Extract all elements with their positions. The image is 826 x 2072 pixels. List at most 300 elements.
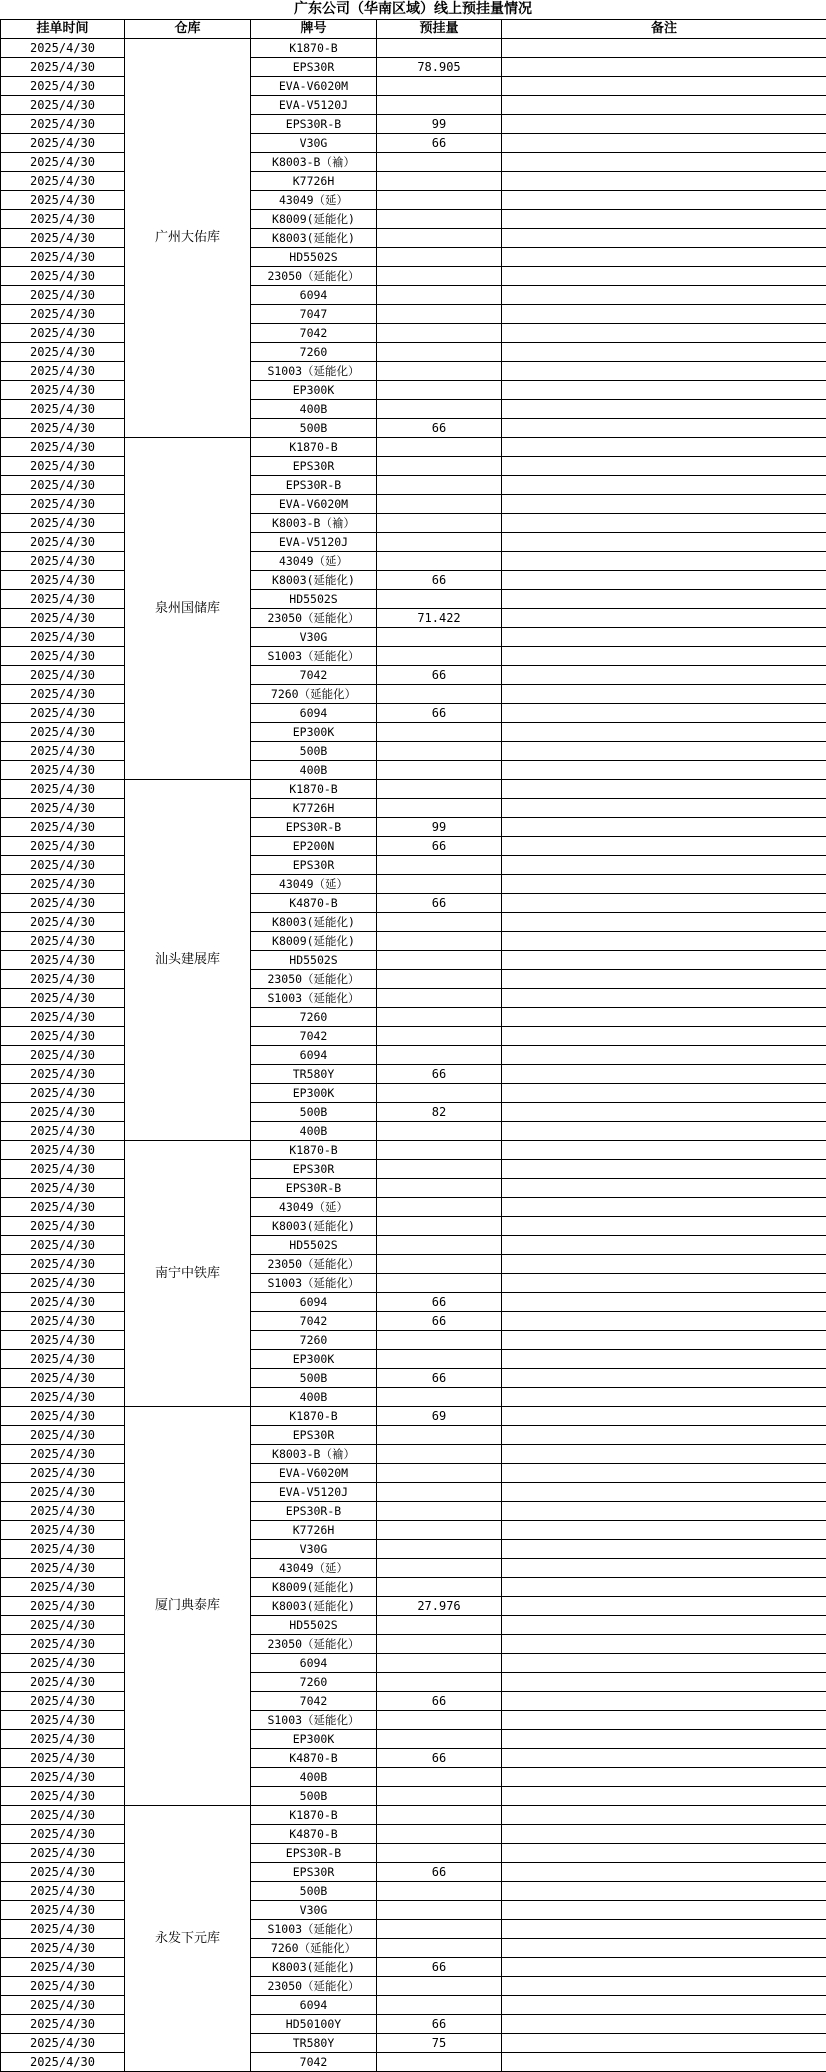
brand-cell[interactable]: 7042 xyxy=(251,1027,377,1046)
date-cell[interactable]: 2025/4/30 xyxy=(1,1198,125,1217)
quantity-cell[interactable]: 78.905 xyxy=(377,58,502,77)
brand-cell[interactable]: K7726H xyxy=(251,799,377,818)
brand-cell[interactable]: EPS30R-B xyxy=(251,1179,377,1198)
remark-cell[interactable] xyxy=(502,1844,826,1863)
remark-cell[interactable] xyxy=(502,514,826,533)
remark-cell[interactable] xyxy=(502,590,826,609)
quantity-cell[interactable]: 66 xyxy=(377,134,502,153)
date-cell[interactable]: 2025/4/30 xyxy=(1,1388,125,1407)
quantity-cell[interactable] xyxy=(377,1008,502,1027)
remark-cell[interactable] xyxy=(502,970,826,989)
remark-cell[interactable] xyxy=(502,1996,826,2015)
quantity-cell[interactable] xyxy=(377,1711,502,1730)
quantity-cell[interactable] xyxy=(377,39,502,58)
remark-cell[interactable] xyxy=(502,1008,826,1027)
brand-cell[interactable]: EPS30R xyxy=(251,1160,377,1179)
brand-cell[interactable]: 43049（延） xyxy=(251,552,377,571)
remark-cell[interactable] xyxy=(502,1616,826,1635)
remark-cell[interactable] xyxy=(502,1065,826,1084)
quantity-cell[interactable]: 66 xyxy=(377,894,502,913)
brand-cell[interactable]: K8003(延能化) xyxy=(251,571,377,590)
brand-cell[interactable]: EP300K xyxy=(251,1084,377,1103)
remark-cell[interactable] xyxy=(502,818,826,837)
remark-cell[interactable] xyxy=(502,2015,826,2034)
date-cell[interactable]: 2025/4/30 xyxy=(1,1616,125,1635)
brand-cell[interactable]: EVA-V6020M xyxy=(251,1464,377,1483)
brand-cell[interactable]: V30G xyxy=(251,1901,377,1920)
date-cell[interactable]: 2025/4/30 xyxy=(1,1217,125,1236)
date-cell[interactable]: 2025/4/30 xyxy=(1,2034,125,2053)
quantity-cell[interactable]: 27.976 xyxy=(377,1597,502,1616)
brand-cell[interactable]: 23050（延能化） xyxy=(251,1255,377,1274)
remark-cell[interactable] xyxy=(502,685,826,704)
brand-cell[interactable]: K1870-B xyxy=(251,780,377,799)
remark-cell[interactable] xyxy=(502,476,826,495)
date-cell[interactable]: 2025/4/30 xyxy=(1,989,125,1008)
date-cell[interactable]: 2025/4/30 xyxy=(1,1179,125,1198)
remark-cell[interactable] xyxy=(502,1445,826,1464)
quantity-cell[interactable]: 66 xyxy=(377,666,502,685)
quantity-cell[interactable] xyxy=(377,1635,502,1654)
brand-cell[interactable]: 23050（延能化） xyxy=(251,1635,377,1654)
remark-cell[interactable] xyxy=(502,1464,826,1483)
remark-cell[interactable] xyxy=(502,647,826,666)
date-cell[interactable]: 2025/4/30 xyxy=(1,628,125,647)
quantity-cell[interactable] xyxy=(377,1388,502,1407)
warehouse-cell[interactable]: 广州大佑库 xyxy=(125,39,251,438)
remark-cell[interactable] xyxy=(502,1654,826,1673)
remark-cell[interactable] xyxy=(502,609,826,628)
remark-cell[interactable] xyxy=(502,761,826,780)
brand-cell[interactable]: K1870-B xyxy=(251,1407,377,1426)
brand-cell[interactable]: K8009(延能化) xyxy=(251,1578,377,1597)
brand-cell[interactable]: K8003(延能化) xyxy=(251,1217,377,1236)
date-cell[interactable]: 2025/4/30 xyxy=(1,286,125,305)
date-cell[interactable]: 2025/4/30 xyxy=(1,913,125,932)
quantity-cell[interactable] xyxy=(377,1844,502,1863)
brand-cell[interactable]: EP300K xyxy=(251,381,377,400)
remark-cell[interactable] xyxy=(502,362,826,381)
quantity-cell[interactable] xyxy=(377,77,502,96)
date-cell[interactable]: 2025/4/30 xyxy=(1,1825,125,1844)
date-cell[interactable]: 2025/4/30 xyxy=(1,77,125,96)
quantity-cell[interactable] xyxy=(377,457,502,476)
remark-cell[interactable] xyxy=(502,1673,826,1692)
quantity-cell[interactable]: 66 xyxy=(377,704,502,723)
quantity-cell[interactable] xyxy=(377,875,502,894)
quantity-cell[interactable] xyxy=(377,381,502,400)
date-cell[interactable]: 2025/4/30 xyxy=(1,970,125,989)
remark-cell[interactable] xyxy=(502,267,826,286)
brand-cell[interactable]: 6094 xyxy=(251,1046,377,1065)
date-cell[interactable]: 2025/4/30 xyxy=(1,951,125,970)
brand-cell[interactable]: HD50100Y xyxy=(251,2015,377,2034)
quantity-cell[interactable]: 71.422 xyxy=(377,609,502,628)
remark-cell[interactable] xyxy=(502,1502,826,1521)
quantity-cell[interactable] xyxy=(377,1882,502,1901)
date-cell[interactable]: 2025/4/30 xyxy=(1,1882,125,1901)
remark-cell[interactable] xyxy=(502,799,826,818)
quantity-cell[interactable]: 66 xyxy=(377,1312,502,1331)
brand-cell[interactable]: 400B xyxy=(251,1388,377,1407)
brand-cell[interactable]: HD5502S xyxy=(251,248,377,267)
brand-cell[interactable]: 23050（延能化） xyxy=(251,609,377,628)
header-brand[interactable]: 牌号 xyxy=(251,20,377,39)
quantity-cell[interactable] xyxy=(377,1787,502,1806)
brand-cell[interactable]: S1003（延能化） xyxy=(251,362,377,381)
brand-cell[interactable]: 7042 xyxy=(251,324,377,343)
remark-cell[interactable] xyxy=(502,1350,826,1369)
date-cell[interactable]: 2025/4/30 xyxy=(1,1103,125,1122)
quantity-cell[interactable] xyxy=(377,1122,502,1141)
remark-cell[interactable] xyxy=(502,1369,826,1388)
date-cell[interactable]: 2025/4/30 xyxy=(1,1844,125,1863)
quantity-cell[interactable]: 99 xyxy=(377,818,502,837)
date-cell[interactable]: 2025/4/30 xyxy=(1,457,125,476)
remark-cell[interactable] xyxy=(502,837,826,856)
brand-cell[interactable]: 500B xyxy=(251,1369,377,1388)
date-cell[interactable]: 2025/4/30 xyxy=(1,1673,125,1692)
date-cell[interactable]: 2025/4/30 xyxy=(1,1426,125,1445)
brand-cell[interactable]: K8003(延能化) xyxy=(251,1597,377,1616)
remark-cell[interactable] xyxy=(502,2034,826,2053)
date-cell[interactable]: 2025/4/30 xyxy=(1,1578,125,1597)
remark-cell[interactable] xyxy=(502,1160,826,1179)
date-cell[interactable]: 2025/4/30 xyxy=(1,1635,125,1654)
brand-cell[interactable]: EPS30R xyxy=(251,58,377,77)
date-cell[interactable]: 2025/4/30 xyxy=(1,115,125,134)
date-cell[interactable]: 2025/4/30 xyxy=(1,609,125,628)
date-cell[interactable]: 2025/4/30 xyxy=(1,1939,125,1958)
quantity-cell[interactable] xyxy=(377,1426,502,1445)
quantity-cell[interactable] xyxy=(377,1236,502,1255)
brand-cell[interactable]: EPS30R-B xyxy=(251,476,377,495)
remark-cell[interactable] xyxy=(502,989,826,1008)
quantity-cell[interactable] xyxy=(377,989,502,1008)
quantity-cell[interactable] xyxy=(377,1464,502,1483)
quantity-cell[interactable] xyxy=(377,1578,502,1597)
quantity-cell[interactable]: 66 xyxy=(377,1692,502,1711)
quantity-cell[interactable]: 66 xyxy=(377,2015,502,2034)
remark-cell[interactable] xyxy=(502,1863,826,1882)
remark-cell[interactable] xyxy=(502,571,826,590)
brand-cell[interactable]: TR580Y xyxy=(251,1065,377,1084)
brand-cell[interactable]: EVA-V5120J xyxy=(251,96,377,115)
date-cell[interactable]: 2025/4/30 xyxy=(1,1445,125,1464)
date-cell[interactable]: 2025/4/30 xyxy=(1,1141,125,1160)
quantity-cell[interactable]: 99 xyxy=(377,115,502,134)
quantity-cell[interactable] xyxy=(377,1616,502,1635)
quantity-cell[interactable] xyxy=(377,1027,502,1046)
quantity-cell[interactable] xyxy=(377,1825,502,1844)
brand-cell[interactable]: V30G xyxy=(251,134,377,153)
remark-cell[interactable] xyxy=(502,2053,826,2072)
brand-cell[interactable]: S1003（延能化） xyxy=(251,647,377,666)
quantity-cell[interactable] xyxy=(377,685,502,704)
remark-cell[interactable] xyxy=(502,1635,826,1654)
warehouse-cell[interactable]: 永发下元库 xyxy=(125,1806,251,2072)
brand-cell[interactable]: 23050（延能化） xyxy=(251,267,377,286)
remark-cell[interactable] xyxy=(502,913,826,932)
quantity-cell[interactable] xyxy=(377,210,502,229)
brand-cell[interactable]: K8003-B（褕） xyxy=(251,1445,377,1464)
date-cell[interactable]: 2025/4/30 xyxy=(1,153,125,172)
quantity-cell[interactable] xyxy=(377,191,502,210)
date-cell[interactable]: 2025/4/30 xyxy=(1,438,125,457)
remark-cell[interactable] xyxy=(502,1540,826,1559)
date-cell[interactable]: 2025/4/30 xyxy=(1,1122,125,1141)
warehouse-cell[interactable]: 厦门典泰库 xyxy=(125,1407,251,1806)
date-cell[interactable]: 2025/4/30 xyxy=(1,229,125,248)
remark-cell[interactable] xyxy=(502,875,826,894)
remark-cell[interactable] xyxy=(502,248,826,267)
date-cell[interactable]: 2025/4/30 xyxy=(1,894,125,913)
remark-cell[interactable] xyxy=(502,533,826,552)
brand-cell[interactable]: 7260 xyxy=(251,343,377,362)
brand-cell[interactable]: 43049（延） xyxy=(251,1559,377,1578)
remark-cell[interactable] xyxy=(502,894,826,913)
remark-cell[interactable] xyxy=(502,1084,826,1103)
brand-cell[interactable]: 23050（延能化） xyxy=(251,970,377,989)
remark-cell[interactable] xyxy=(502,96,826,115)
date-cell[interactable]: 2025/4/30 xyxy=(1,1483,125,1502)
date-cell[interactable]: 2025/4/30 xyxy=(1,1350,125,1369)
brand-cell[interactable]: 7047 xyxy=(251,305,377,324)
quantity-cell[interactable] xyxy=(377,1445,502,1464)
date-cell[interactable]: 2025/4/30 xyxy=(1,134,125,153)
warehouse-cell[interactable]: 汕头建展库 xyxy=(125,780,251,1141)
date-cell[interactable]: 2025/4/30 xyxy=(1,837,125,856)
quantity-cell[interactable] xyxy=(377,1996,502,2015)
date-cell[interactable]: 2025/4/30 xyxy=(1,647,125,666)
date-cell[interactable]: 2025/4/30 xyxy=(1,476,125,495)
quantity-cell[interactable] xyxy=(377,742,502,761)
quantity-cell[interactable] xyxy=(377,1673,502,1692)
remark-cell[interactable] xyxy=(502,1787,826,1806)
quantity-cell[interactable] xyxy=(377,1217,502,1236)
date-cell[interactable]: 2025/4/30 xyxy=(1,1369,125,1388)
header-quantity[interactable]: 预挂量 xyxy=(377,20,502,39)
quantity-cell[interactable]: 66 xyxy=(377,1958,502,1977)
brand-cell[interactable]: 43049（延） xyxy=(251,875,377,894)
date-cell[interactable]: 2025/4/30 xyxy=(1,1521,125,1540)
quantity-cell[interactable] xyxy=(377,267,502,286)
date-cell[interactable]: 2025/4/30 xyxy=(1,1806,125,1825)
quantity-cell[interactable] xyxy=(377,970,502,989)
brand-cell[interactable]: K8003(延能化) xyxy=(251,229,377,248)
quantity-cell[interactable] xyxy=(377,1521,502,1540)
date-cell[interactable]: 2025/4/30 xyxy=(1,1920,125,1939)
date-cell[interactable]: 2025/4/30 xyxy=(1,514,125,533)
quantity-cell[interactable] xyxy=(377,780,502,799)
header-time[interactable]: 挂单时间 xyxy=(1,20,125,39)
remark-cell[interactable] xyxy=(502,1711,826,1730)
remark-cell[interactable] xyxy=(502,1901,826,1920)
date-cell[interactable]: 2025/4/30 xyxy=(1,1749,125,1768)
brand-cell[interactable]: 7260 xyxy=(251,1008,377,1027)
quantity-cell[interactable] xyxy=(377,1920,502,1939)
date-cell[interactable]: 2025/4/30 xyxy=(1,1958,125,1977)
date-cell[interactable]: 2025/4/30 xyxy=(1,1768,125,1787)
brand-cell[interactable]: EP300K xyxy=(251,723,377,742)
brand-cell[interactable]: 400B xyxy=(251,400,377,419)
brand-cell[interactable]: K8003(延能化) xyxy=(251,1958,377,1977)
remark-cell[interactable] xyxy=(502,780,826,799)
date-cell[interactable]: 2025/4/30 xyxy=(1,571,125,590)
remark-cell[interactable] xyxy=(502,343,826,362)
date-cell[interactable]: 2025/4/30 xyxy=(1,932,125,951)
date-cell[interactable]: 2025/4/30 xyxy=(1,761,125,780)
brand-cell[interactable]: V30G xyxy=(251,628,377,647)
date-cell[interactable]: 2025/4/30 xyxy=(1,1787,125,1806)
quantity-cell[interactable] xyxy=(377,476,502,495)
quantity-cell[interactable] xyxy=(377,1350,502,1369)
date-cell[interactable]: 2025/4/30 xyxy=(1,39,125,58)
remark-cell[interactable] xyxy=(502,77,826,96)
brand-cell[interactable]: K4870-B xyxy=(251,1825,377,1844)
remark-cell[interactable] xyxy=(502,115,826,134)
remark-cell[interactable] xyxy=(502,856,826,875)
header-warehouse[interactable]: 仓库 xyxy=(125,20,251,39)
quantity-cell[interactable] xyxy=(377,248,502,267)
date-cell[interactable]: 2025/4/30 xyxy=(1,704,125,723)
remark-cell[interactable] xyxy=(502,1597,826,1616)
brand-cell[interactable]: EPS30R-B xyxy=(251,1844,377,1863)
date-cell[interactable]: 2025/4/30 xyxy=(1,172,125,191)
date-cell[interactable]: 2025/4/30 xyxy=(1,818,125,837)
header-remark[interactable]: 备注 xyxy=(502,20,826,39)
brand-cell[interactable]: EVA-V6020M xyxy=(251,77,377,96)
brand-cell[interactable]: EP300K xyxy=(251,1730,377,1749)
remark-cell[interactable] xyxy=(502,324,826,343)
quantity-cell[interactable] xyxy=(377,1160,502,1179)
date-cell[interactable]: 2025/4/30 xyxy=(1,1255,125,1274)
remark-cell[interactable] xyxy=(502,1825,826,1844)
quantity-cell[interactable]: 66 xyxy=(377,1749,502,1768)
brand-cell[interactable]: K8009(延能化) xyxy=(251,932,377,951)
date-cell[interactable]: 2025/4/30 xyxy=(1,533,125,552)
remark-cell[interactable] xyxy=(502,628,826,647)
remark-cell[interactable] xyxy=(502,419,826,438)
brand-cell[interactable]: 500B xyxy=(251,1882,377,1901)
brand-cell[interactable]: V30G xyxy=(251,1540,377,1559)
quantity-cell[interactable] xyxy=(377,533,502,552)
brand-cell[interactable]: HD5502S xyxy=(251,1616,377,1635)
brand-cell[interactable]: K4870-B xyxy=(251,1749,377,1768)
brand-cell[interactable]: 400B xyxy=(251,761,377,780)
date-cell[interactable]: 2025/4/30 xyxy=(1,2015,125,2034)
quantity-cell[interactable] xyxy=(377,286,502,305)
brand-cell[interactable]: EPS30R xyxy=(251,856,377,875)
date-cell[interactable]: 2025/4/30 xyxy=(1,1008,125,1027)
remark-cell[interactable] xyxy=(502,1407,826,1426)
quantity-cell[interactable]: 66 xyxy=(377,419,502,438)
quantity-cell[interactable] xyxy=(377,514,502,533)
brand-cell[interactable]: 6094 xyxy=(251,1654,377,1673)
brand-cell[interactable]: EVA-V5120J xyxy=(251,1483,377,1502)
remark-cell[interactable] xyxy=(502,552,826,571)
quantity-cell[interactable] xyxy=(377,590,502,609)
brand-cell[interactable]: 500B xyxy=(251,1787,377,1806)
remark-cell[interactable] xyxy=(502,1939,826,1958)
remark-cell[interactable] xyxy=(502,1521,826,1540)
quantity-cell[interactable]: 82 xyxy=(377,1103,502,1122)
brand-cell[interactable]: 23050（延能化） xyxy=(251,1977,377,1996)
remark-cell[interactable] xyxy=(502,1141,826,1160)
quantity-cell[interactable] xyxy=(377,1483,502,1502)
brand-cell[interactable]: HD5502S xyxy=(251,951,377,970)
quantity-cell[interactable] xyxy=(377,799,502,818)
quantity-cell[interactable] xyxy=(377,1540,502,1559)
quantity-cell[interactable] xyxy=(377,1255,502,1274)
quantity-cell[interactable] xyxy=(377,1084,502,1103)
date-cell[interactable]: 2025/4/30 xyxy=(1,875,125,894)
date-cell[interactable]: 2025/4/30 xyxy=(1,1730,125,1749)
quantity-cell[interactable] xyxy=(377,96,502,115)
remark-cell[interactable] xyxy=(502,39,826,58)
brand-cell[interactable]: 6094 xyxy=(251,704,377,723)
quantity-cell[interactable]: 66 xyxy=(377,1369,502,1388)
quantity-cell[interactable] xyxy=(377,628,502,647)
remark-cell[interactable] xyxy=(502,1920,826,1939)
brand-cell[interactable]: EPS30R-B xyxy=(251,818,377,837)
brand-cell[interactable]: 7260 xyxy=(251,1673,377,1692)
quantity-cell[interactable] xyxy=(377,856,502,875)
brand-cell[interactable]: EP300K xyxy=(251,1350,377,1369)
brand-cell[interactable]: K1870-B xyxy=(251,1141,377,1160)
remark-cell[interactable] xyxy=(502,1578,826,1597)
quantity-cell[interactable] xyxy=(377,1730,502,1749)
brand-cell[interactable]: EPS30R xyxy=(251,1863,377,1882)
remark-cell[interactable] xyxy=(502,191,826,210)
brand-cell[interactable]: 6094 xyxy=(251,286,377,305)
brand-cell[interactable]: K4870-B xyxy=(251,894,377,913)
date-cell[interactable]: 2025/4/30 xyxy=(1,1331,125,1350)
remark-cell[interactable] xyxy=(502,666,826,685)
warehouse-cell[interactable]: 南宁中铁库 xyxy=(125,1141,251,1407)
brand-cell[interactable]: K1870-B xyxy=(251,438,377,457)
quantity-cell[interactable]: 69 xyxy=(377,1407,502,1426)
brand-cell[interactable]: K8009(延能化) xyxy=(251,210,377,229)
brand-cell[interactable]: K1870-B xyxy=(251,39,377,58)
brand-cell[interactable]: 400B xyxy=(251,1768,377,1787)
quantity-cell[interactable] xyxy=(377,495,502,514)
date-cell[interactable]: 2025/4/30 xyxy=(1,1540,125,1559)
brand-cell[interactable]: 7260（延能化） xyxy=(251,1939,377,1958)
date-cell[interactable]: 2025/4/30 xyxy=(1,1692,125,1711)
date-cell[interactable]: 2025/4/30 xyxy=(1,324,125,343)
quantity-cell[interactable]: 66 xyxy=(377,1065,502,1084)
remark-cell[interactable] xyxy=(502,742,826,761)
date-cell[interactable]: 2025/4/30 xyxy=(1,1559,125,1578)
date-cell[interactable]: 2025/4/30 xyxy=(1,1065,125,1084)
remark-cell[interactable] xyxy=(502,1255,826,1274)
remark-cell[interactable] xyxy=(502,134,826,153)
remark-cell[interactable] xyxy=(502,1179,826,1198)
date-cell[interactable]: 2025/4/30 xyxy=(1,191,125,210)
brand-cell[interactable]: S1003（延能化） xyxy=(251,1920,377,1939)
remark-cell[interactable] xyxy=(502,723,826,742)
quantity-cell[interactable] xyxy=(377,2053,502,2072)
quantity-cell[interactable] xyxy=(377,153,502,172)
quantity-cell[interactable] xyxy=(377,1939,502,1958)
quantity-cell[interactable]: 66 xyxy=(377,1293,502,1312)
date-cell[interactable]: 2025/4/30 xyxy=(1,1046,125,1065)
brand-cell[interactable]: S1003（延能化） xyxy=(251,989,377,1008)
quantity-cell[interactable]: 66 xyxy=(377,837,502,856)
date-cell[interactable]: 2025/4/30 xyxy=(1,1711,125,1730)
brand-cell[interactable]: EPS30R-B xyxy=(251,115,377,134)
